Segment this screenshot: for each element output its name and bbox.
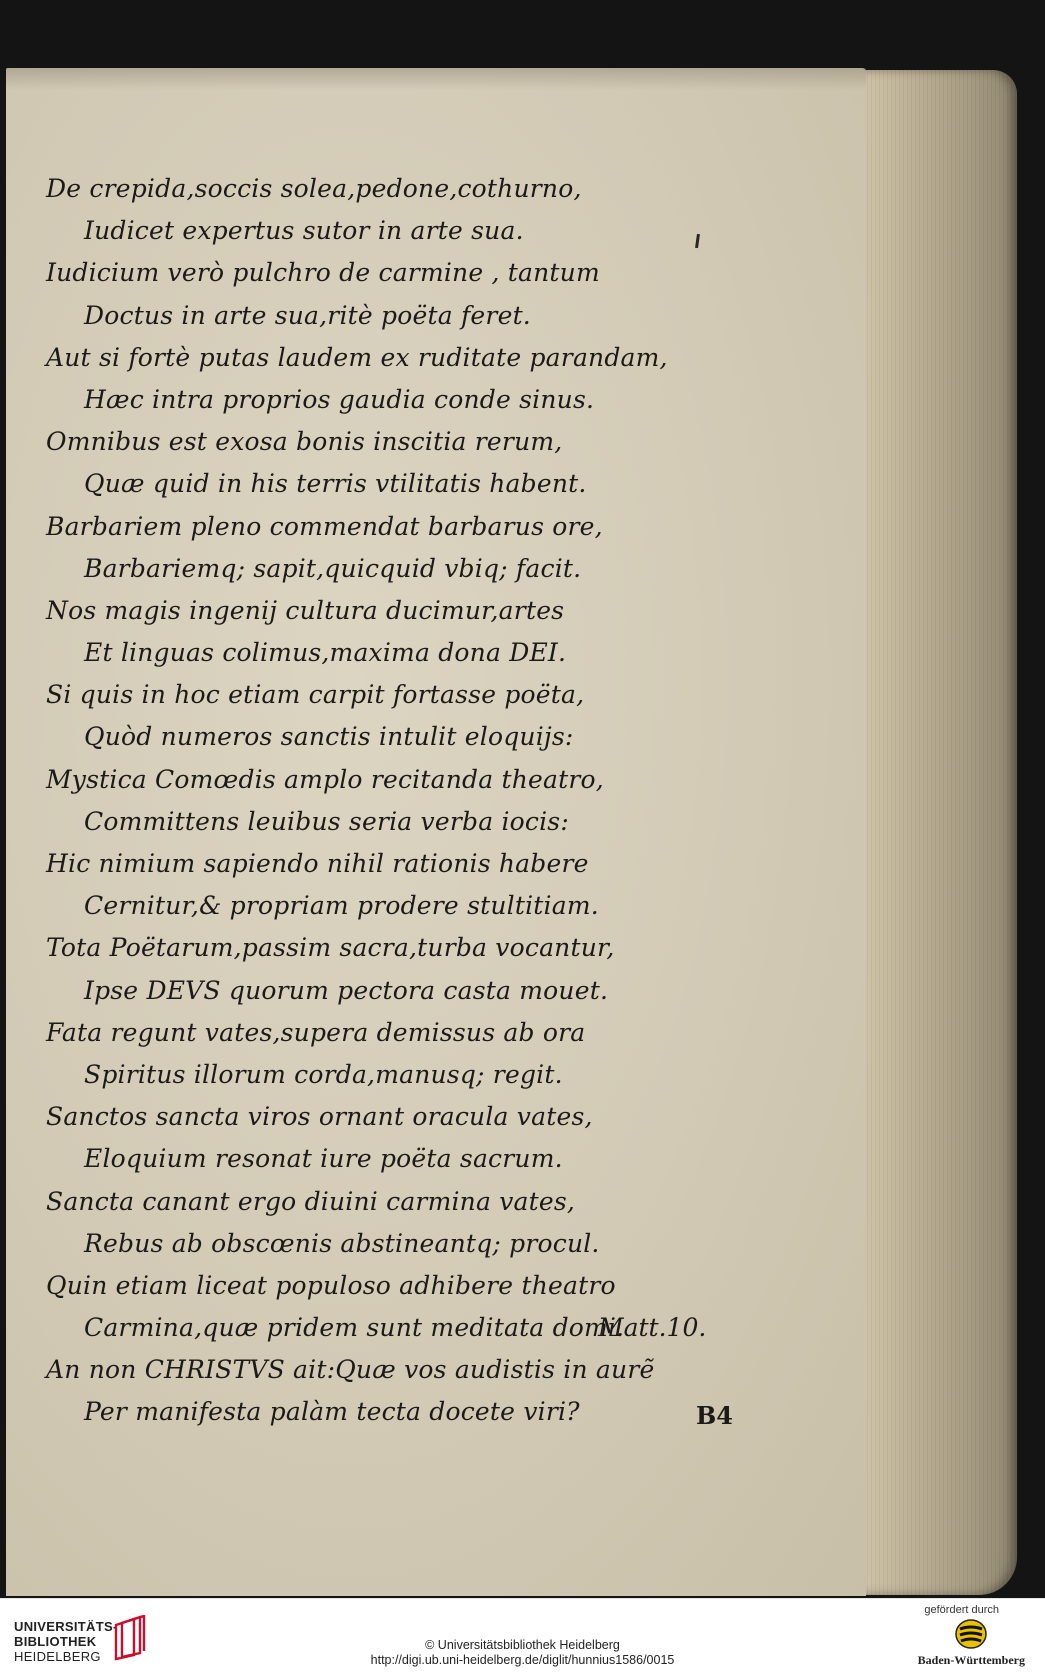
verse-line: Per manifesta palàm tecta docete viri? <box>84 1397 580 1427</box>
verse-line: Carmina,quæ pridem sunt meditata domi. <box>84 1313 625 1343</box>
verse-line: Omnibus est exosa bonis inscitia rerum, <box>46 427 563 457</box>
verse-line: Hæc intra proprios gaudia conde sinus. <box>84 384 595 414</box>
verse-line: Hic nimium sapiendo nihil rationis habere <box>46 849 589 878</box>
signature-mark: B4 <box>696 1401 733 1430</box>
verse-line: De crepida,soccis solea,pedone,cothurno, <box>46 174 582 203</box>
verse-line: Cernitur,& propriam prodere stultitiam. <box>84 891 599 921</box>
verse-line: Nos magis ingenij cultura ducimur,artes <box>46 595 565 625</box>
verse-line: Spiritus illorum corda,manusq; regit. <box>84 1059 563 1089</box>
sponsor-name: Baden-Württemberg <box>917 1653 1025 1667</box>
verse-line: Tota Poëtarum,passim sacra,turba vocantur, <box>46 933 615 963</box>
verse-line: Doctus in arte sua,ritè poëta feret. <box>84 300 531 330</box>
verse-line: Sancta canant ergo diuini carmina vates, <box>46 1186 576 1216</box>
verse-line: Aut si fortè putas laudem ex ruditate parandam, <box>46 342 668 372</box>
verse-line: Quin etiam liceat populoso adhibere theatro <box>46 1270 616 1300</box>
verse-line: Barbariemq; sapit,quicquid vbiq; facit. <box>84 553 582 583</box>
permalink-url[interactable]: http://digi.ub.uni-heidelberg.de/diglit/hunnius1586/0015 <box>370 1653 675 1667</box>
verse-line: Iudicium verò pulchro de carmine , tantum <box>46 258 600 288</box>
book-page <box>6 68 866 1596</box>
verse-line: Sanctos sancta viros ornant oracula vates, <box>46 1102 593 1132</box>
margin-note: Matt.10. <box>598 1313 707 1342</box>
verse-line: Quæ quid in his terris vtilitatis habent. <box>84 469 587 499</box>
copyright-notice <box>0 1638 1045 1668</box>
library-name-line3: HEIDELBERG <box>14 1649 101 1664</box>
verse-text-block <box>46 168 766 1434</box>
footer <box>0 1598 1045 1673</box>
sponsor-label: gefördert durch <box>924 1604 999 1616</box>
baden-wuerttemberg-coat-of-arms-icon[interactable] <box>952 1618 990 1650</box>
verse-line: Quòd numeros sanctis intulit eloquijs: <box>84 722 574 752</box>
verse-line: Iudicet expertus sutor in arte sua. <box>84 216 524 246</box>
verse-line: Rebus ab obscœnis abstineantq; procul. <box>84 1228 600 1258</box>
copyright-text: © Universitätsbibliothek Heidelberg <box>425 1638 620 1652</box>
verse-line: Mystica Comœdis amplo recitanda theatro, <box>46 764 604 794</box>
verse-line: Eloquium resonat iure poëta sacrum. <box>84 1144 563 1174</box>
page-top-shadow <box>6 68 866 90</box>
verse-line: Barbariem pleno commendat barbarus ore, <box>46 511 603 541</box>
library-name-line2: BIBLIOTHEK <box>14 1634 97 1649</box>
library-name-line1: UNIVERSITÄTS- <box>14 1619 118 1634</box>
verse-line: Et linguas colimus,maxima dona DEI. <box>84 638 567 668</box>
verse-line: Si quis in hoc etiam carpit fortasse poëta, <box>46 680 585 710</box>
verse-line: Ipse DEVS quorum pectora casta mouet. <box>84 975 609 1005</box>
verse-line: Fata regunt vates,supera demissus ab ora <box>46 1017 586 1047</box>
verse-line: An non CHRISTVS ait:Quæ vos audistis in aurẽ <box>46 1355 655 1385</box>
verse-line: Committens leuibus seria verba iocis: <box>84 806 569 836</box>
